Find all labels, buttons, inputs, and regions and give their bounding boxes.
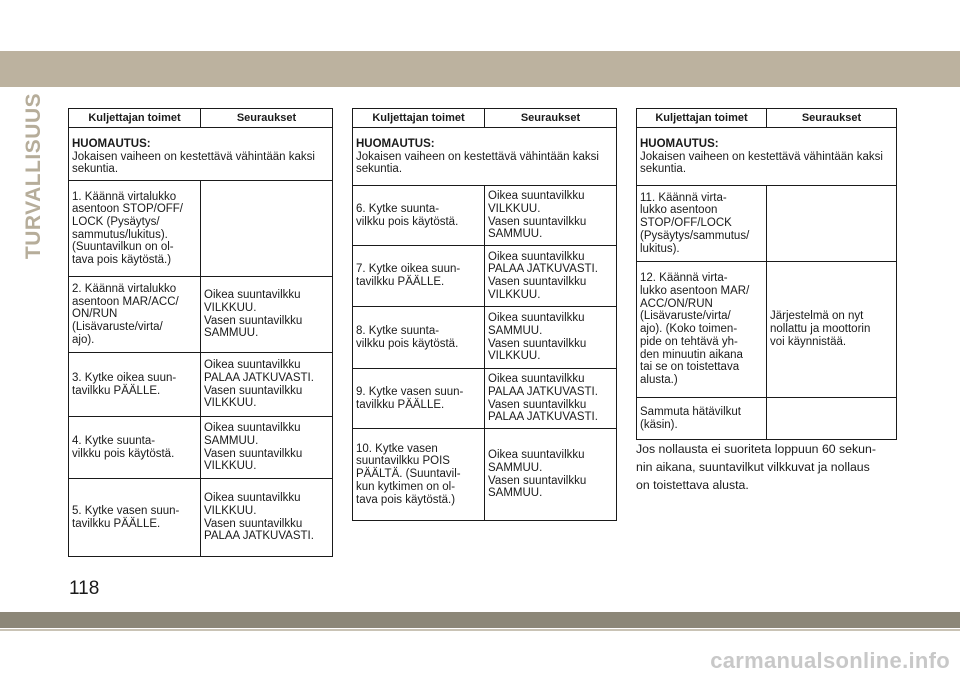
procedure-table-2 [352, 108, 617, 521]
note-text: Jokaisen vaiheen on kestettävä vähintään kaksi sekuntia. [72, 150, 315, 176]
header-action: Kuljettajan toimet [353, 109, 485, 128]
step-result [767, 186, 897, 262]
header-result: Seuraukset [767, 109, 897, 128]
step-result [201, 181, 333, 277]
step-action: 6. Kytke suunta- vilkku pois käytöstä. [353, 186, 485, 246]
step-result: Oikea suuntavilkku VILKKUU. Vasen suuntavilkku PALAA JATKUVASTI. [201, 479, 333, 557]
site-watermark: carmanualsonline.info [710, 648, 950, 673]
note-label: HUOMAUTUS: [640, 138, 719, 150]
page-number: 118 [69, 578, 100, 599]
note-text: Jokaisen vaiheen on kestettävä vähintään kaksi sekuntia. [356, 150, 599, 176]
top-band [0, 51, 960, 87]
step-action: 9. Kytke vasen suun- tavilkku PÄÄLLE. [353, 369, 485, 429]
step-result: Oikea suuntavilkku VILKKUU. Vasen suuntavilkku SAMMUU. [201, 277, 333, 353]
procedure-table-1 [68, 108, 333, 557]
step-action: 3. Kytke oikea suun- tavilkku PÄÄLLE. [69, 353, 201, 417]
note-cell [353, 128, 617, 186]
step-result: Oikea suuntavilkku PALAA JATKUVASTI. Vasen suuntavilkku VILKKUU. [201, 353, 333, 417]
note-label: HUOMAUTUS: [356, 138, 435, 150]
header-action: Kuljettajan toimet [69, 109, 201, 128]
step-result: Oikea suuntavilkku PALAA JATKUVASTI. Vasen suuntavilkku PALAA JATKUVASTI. [485, 369, 617, 429]
step-action: 11. Käännä virta- lukko asentoon STOP/OFF/LOCK (Pysäytys/sammutus/ lukitus). [637, 186, 767, 262]
reset-note-paragraph: Jos nollausta ei suoriteta loppuun 60 sekun- nin aikana, suuntavilkut vilkkuvat ja nollaus on toistettava alusta. [636, 442, 876, 492]
section-title: TURVALLISUUS [22, 92, 46, 260]
bottom-band [0, 612, 960, 628]
step-result: Oikea suuntavilkku SAMMUU. Vasen suuntavilkku SAMMUU. [485, 429, 617, 521]
step-action: 8. Kytke suunta- vilkku pois käytöstä. [353, 307, 485, 369]
step-action: 12. Käännä virta- lukko asentoon MAR/ ACC/ON/RUN (Lisävaruste/virta/ ajo). (Koko toimen- pide on tehtävä yh- den minuutin aikana tai se on toistettava alusta.) [637, 262, 767, 398]
step-result: Oikea suuntavilkku SAMMUU. Vasen suuntavilkku VILKKUU. [201, 417, 333, 479]
bottom-divider [0, 629, 960, 631]
step-result: Oikea suuntavilkku SAMMUU. Vasen suuntavilkku VILKKUU. [485, 307, 617, 369]
step-result: Järjestelmä on nyt nollattu ja moottorin voi käynnistää. [767, 262, 897, 398]
header-result: Seuraukset [485, 109, 617, 128]
header-action: Kuljettajan toimet [637, 109, 767, 128]
step-action: 1. Käännä virtalukko asentoon STOP/OFF/ LOCK (Pysäytys/ sammutus/lukitus). (Suuntavilkun on ol- tava pois käytöstä.) [69, 181, 201, 277]
procedure-table-3 [636, 108, 897, 440]
note-cell [69, 128, 333, 181]
step-action: 10. Kytke vasen suuntavilkku POIS PÄÄLTÄ. (Suuntavil- kun kytkimen on ol- tava pois käytöstä.) [353, 429, 485, 521]
step-result: Oikea suuntavilkku VILKKUU. Vasen suuntavilkku SAMMUU. [485, 186, 617, 246]
step-action: 4. Kytke suunta- vilkku pois käytöstä. [69, 417, 201, 479]
step-result: Oikea suuntavilkku PALAA JATKUVASTI. Vasen suuntavilkku VILKKUU. [485, 246, 617, 307]
note-text: Jokaisen vaiheen on kestettävä vähintään kaksi sekuntia. [640, 150, 883, 176]
step-action: 7. Kytke oikea suun- tavilkku PÄÄLLE. [353, 246, 485, 307]
step-action: 5. Kytke vasen suun- tavilkku PÄÄLLE. [69, 479, 201, 557]
note-label: HUOMAUTUS: [72, 138, 151, 150]
step-action: Sammuta hätävilkut (käsin). [637, 398, 767, 440]
header-result: Seuraukset [201, 109, 333, 128]
note-cell [637, 128, 897, 186]
step-action: 2. Käännä virtalukko asentoon MAR/ACC/ ON/RUN (Lisävaruste/virta/ ajo). [69, 277, 201, 353]
step-result [767, 398, 897, 440]
